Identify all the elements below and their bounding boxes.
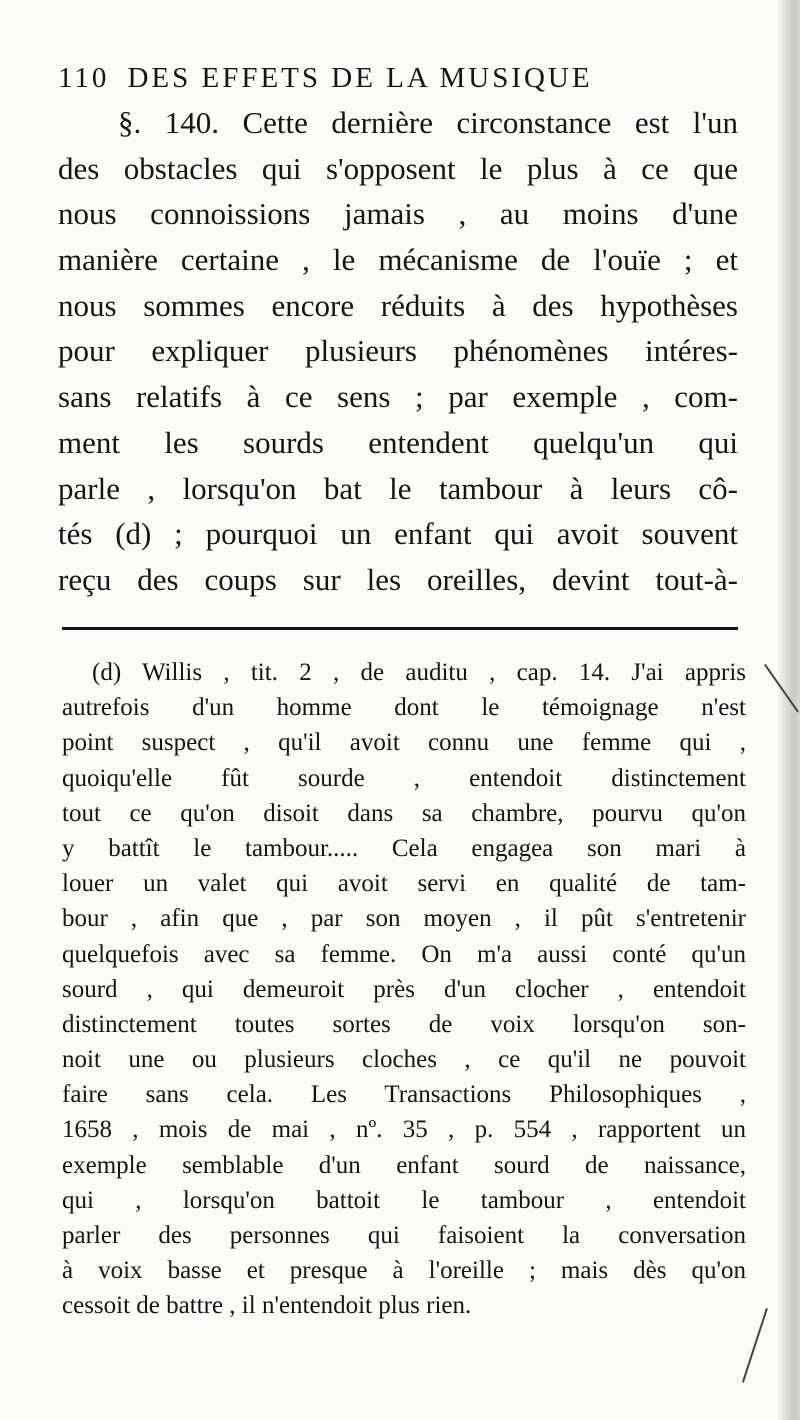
- footnote-line: point suspect , qu'il avoit connu une femme qui ,: [62, 729, 746, 757]
- footnote-line: quoiqu'elle fût sourde , entendoit distinctement: [62, 764, 746, 792]
- footnote-line: exemple semblable d'un enfant sourd de naissance,: [62, 1151, 746, 1179]
- text-line: nous connoissions jamais , au moins d'une: [58, 196, 738, 232]
- footnote-line: sourd , qui demeuroit près d'un clocher , entendoit: [62, 975, 746, 1003]
- footnote: [62, 655, 746, 1324]
- page-number: 110: [58, 62, 110, 94]
- footnote-line: louer un valet qui avoit servi en qualité de tam-: [62, 870, 746, 898]
- footnote-line: bour , afin que , par son moyen , il pût s'entretenir: [62, 905, 746, 933]
- footnote-line: y battît le tambour..... Cela engagea son mari à: [62, 834, 746, 862]
- text-line: parle , lorsqu'on bat le tambour à leurs cô-: [58, 470, 738, 506]
- footnote-line: faire sans cela. Les Transactions Philosophiques ,: [62, 1081, 746, 1109]
- footnote-line: 1658 , mois de mai , nº. 35 , p. 554 , rapportent un: [62, 1116, 746, 1144]
- running-title: DES EFFETS DE LA MUSIQUE: [127, 62, 593, 94]
- footnote-line: distinctement toutes sortes de voix lorsqu'on son-: [62, 1010, 746, 1038]
- footnote-line: à voix basse et presque à l'oreille ; mais dès qu'on: [62, 1257, 746, 1285]
- footnote-line: (d) Willis , tit. 2 , de auditu , cap. 14. J'ai appris: [92, 659, 746, 686]
- footnote-line: cessoit de battre , il n'entendoit plus rien.: [62, 1292, 472, 1320]
- text-line: des obstacles qui s'opposent le plus à ce que: [58, 150, 738, 186]
- text-line: pour expliquer plusieurs phénomènes intéres-: [58, 333, 738, 369]
- footnote-line: quelquefois avec sa femme. On m'a aussi conté qu'un: [62, 940, 746, 968]
- footnote-line: parler des personnes qui faisoient la conversation: [62, 1222, 746, 1249]
- text-line: ment les sourds entendent quelqu'un qui: [58, 424, 738, 460]
- main-text: [58, 100, 738, 603]
- footnote-line: qui , lorsqu'on battoit le tambour , entendoit: [62, 1186, 746, 1214]
- footnote-line: noit une ou plusieurs cloches , ce qu'il ne pouvoit: [62, 1046, 746, 1074]
- text-line: sans relatifs à ce sens ; par exemple , com-: [58, 379, 738, 415]
- footnote-separator: [62, 627, 738, 630]
- footnote-line: autrefois d'un homme dont le témoignage n'est: [62, 694, 746, 722]
- text-line: manière certaine , le mécanisme de l'ouïe ; et: [58, 242, 738, 278]
- text-line: reçu des coups sur les oreilles, devint tout-à-: [58, 561, 738, 597]
- footnote-line: tout ce qu'on disoit dans sa chambre, pourvu qu'on: [62, 799, 746, 827]
- text-line: §. 140. Cette dernière circonstance est l'un: [118, 105, 738, 140]
- text-line: nous sommes encore réduits à des hypothèses: [58, 287, 738, 323]
- text-line: tés (d) ; pourquoi un enfant qui avoit souvent: [58, 516, 738, 552]
- running-head: [58, 58, 718, 98]
